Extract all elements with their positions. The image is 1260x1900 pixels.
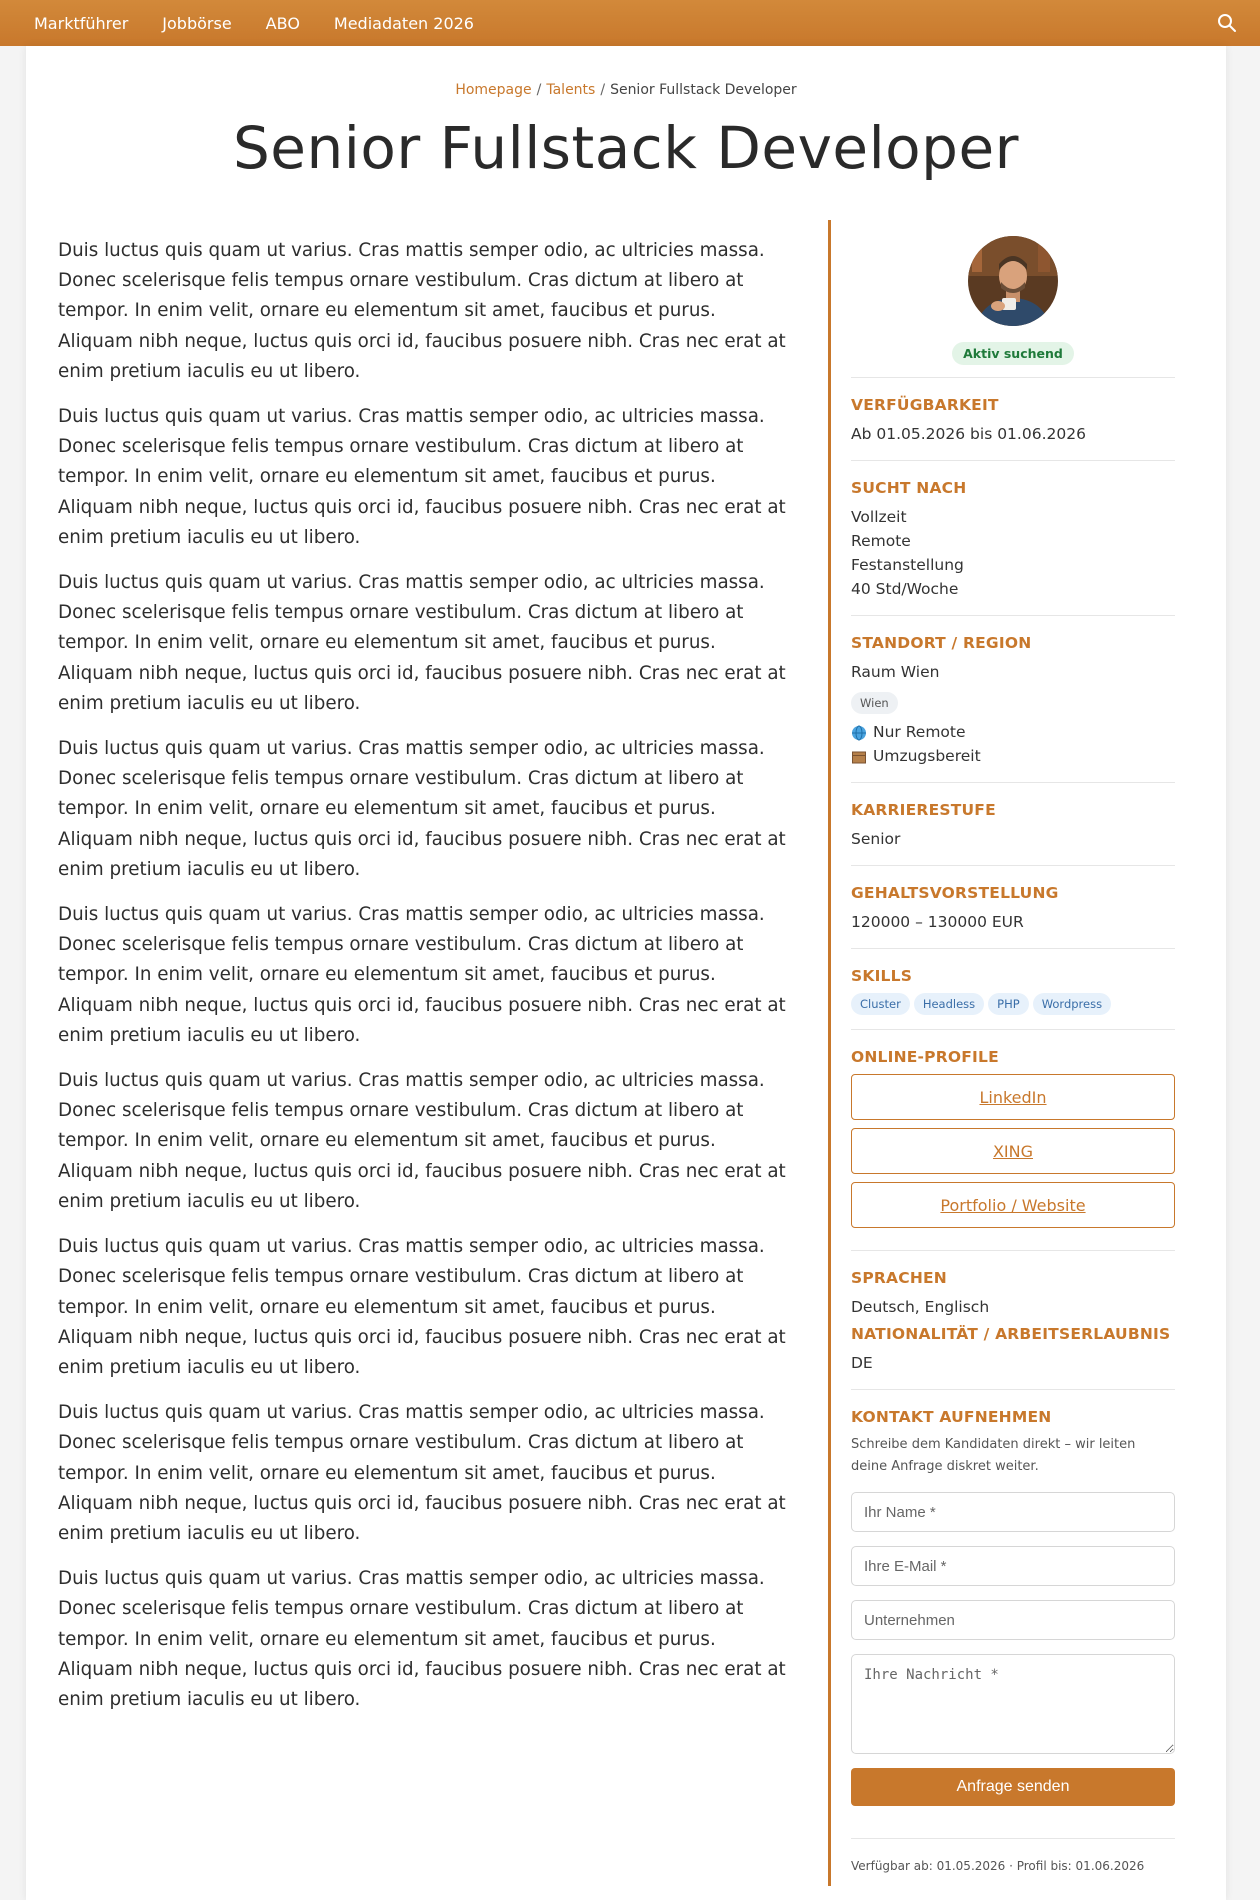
description-paragraph: Duis luctus quis quam ut varius. Cras mattis semper odio, ac ultricies massa. Donec scelerisque felis tempus ornare vestibulum. Cras dictum at libero at tempor. In enim velit, ornare eu elementum sit amet, faucibus et purus. Aliquam nibh neque, luctus quis orci id, faucibus posuere nibh. Cras nec erat at enim pretium iaculis eu ut libero. bbox=[58, 406, 786, 548]
page-title: Senior Fullstack Developer bbox=[232, 114, 1020, 182]
availability-footer-note: Verfügbar ab: 01.05.2026 · Profil bis: 01.06.2026 bbox=[851, 1838, 1175, 1873]
looking-for-item: Vollzeit bbox=[851, 508, 907, 526]
remote-line bbox=[851, 720, 1175, 744]
contact-section bbox=[851, 1389, 1175, 1887]
nav-item-marktfuehrer[interactable]: Marktführer bbox=[34, 13, 129, 33]
sidebar-divider bbox=[828, 220, 831, 1886]
salary-value: 120000 – 130000 EUR bbox=[851, 913, 1024, 931]
section-heading: VERFÜGBARKEIT bbox=[851, 396, 999, 414]
description-paragraph: Duis luctus quis quam ut varius. Cras mattis semper odio, ac ultricies massa. Donec scelerisque felis tempus ornare vestibulum. Cras dictum at libero at tempor. In enim velit, ornare eu elementum sit amet, faucibus et purus. Aliquam nibh neque, luctus quis orci id, faucibus posuere nibh. Cras nec erat at enim pretium iaculis eu ut libero. bbox=[58, 738, 786, 880]
section-heading: SUCHT NACH bbox=[851, 479, 967, 497]
description-paragraph: Duis luctus quis quam ut varius. Cras mattis semper odio, ac ultricies massa. Donec scelerisque felis tempus ornare vestibulum. Cras dictum at libero at tempor. In enim velit, ornare eu elementum sit amet, faucibus et purus. Aliquam nibh neque, luctus quis orci id, faucibus posuere nibh. Cras nec erat at enim pretium iaculis eu ut libero. bbox=[58, 572, 786, 714]
xing-button[interactable]: XING bbox=[851, 1128, 1175, 1174]
breadcrumb bbox=[26, 82, 1226, 98]
section-heading: NATIONALITÄT / ARBEITSERLAUBNIS bbox=[851, 1325, 1171, 1343]
career-value: Senior bbox=[851, 830, 901, 848]
portfolio-button[interactable]: Portfolio / Website bbox=[851, 1182, 1175, 1228]
breadcrumb-separator: / bbox=[600, 82, 606, 98]
skill-tag: Cluster bbox=[851, 993, 910, 1015]
breadcrumb-home[interactable]: Homepage bbox=[455, 82, 532, 98]
description-paragraph: Duis luctus quis quam ut varius. Cras mattis semper odio, ac ultricies massa. Donec scelerisque felis tempus ornare vestibulum. Cras dictum at libero at tempor. In enim velit, ornare eu elementum sit amet, faucibus et purus. Aliquam nibh neque, luctus quis orci id, faucibus posuere nibh. Cras nec erat at enim pretium iaculis eu ut libero. bbox=[58, 1568, 786, 1710]
nav-item-abo[interactable]: ABO bbox=[265, 13, 300, 33]
section-heading: GEHALTSVORSTELLUNG bbox=[851, 884, 1059, 902]
looking-for-item: Festanstellung bbox=[851, 556, 964, 574]
nationality-value: DE bbox=[851, 1354, 873, 1372]
skills-section bbox=[851, 948, 1175, 1029]
remote-label: Nur Remote bbox=[873, 723, 966, 741]
skill-tag: Wordpress bbox=[1033, 993, 1111, 1015]
section-heading: KARRIERESTUFE bbox=[851, 801, 996, 819]
linkedin-button[interactable]: LinkedIn bbox=[851, 1074, 1175, 1120]
skill-tag: Headless bbox=[914, 993, 984, 1015]
profile-description bbox=[58, 236, 788, 1730]
breadcrumb-current: Senior Fullstack Developer bbox=[610, 82, 797, 98]
breadcrumb-talents[interactable]: Talents bbox=[546, 82, 596, 98]
section-heading: SPRACHEN bbox=[851, 1269, 947, 1287]
send-request-button[interactable]: Anfrage senden bbox=[851, 1768, 1175, 1806]
skill-tag: PHP bbox=[988, 993, 1029, 1015]
relocate-label: Umzugsbereit bbox=[873, 747, 981, 765]
breadcrumb-separator: / bbox=[536, 82, 542, 98]
top-navigation bbox=[0, 0, 1260, 46]
description-paragraph: Duis luctus quis quam ut varius. Cras mattis semper odio, ac ultricies massa. Donec scelerisque felis tempus ornare vestibulum. Cras dictum at libero at tempor. In enim velit, ornare eu elementum sit amet, faucibus et purus. Aliquam nibh neque, luctus quis orci id, faucibus posuere nibh. Cras nec erat at enim pretium iaculis eu ut libero. bbox=[58, 904, 786, 1046]
salary-section bbox=[851, 865, 1175, 948]
location-section bbox=[851, 615, 1175, 782]
online-profiles-section bbox=[851, 1029, 1175, 1250]
availability-section bbox=[851, 377, 1175, 460]
box-icon bbox=[851, 748, 867, 764]
location-tag: Wien bbox=[851, 692, 898, 714]
description-paragraph: Duis luctus quis quam ut varius. Cras mattis semper odio, ac ultricies massa. Donec scelerisque felis tempus ornare vestibulum. Cras dictum at libero at tempor. In enim velit, ornare eu elementum sit amet, faucibus et purus. Aliquam nibh neque, luctus quis orci id, faucibus posuere nibh. Cras nec erat at enim pretium iaculis eu ut libero. bbox=[58, 1236, 786, 1378]
email-field[interactable] bbox=[851, 1546, 1175, 1586]
languages-value: Deutsch, Englisch bbox=[851, 1298, 990, 1316]
looking-for-section bbox=[851, 460, 1175, 615]
description-paragraph: Duis luctus quis quam ut varius. Cras mattis semper odio, ac ultricies massa. Donec scelerisque felis tempus ornare vestibulum. Cras dictum at libero at tempor. In enim velit, ornare eu elementum sit amet, faucibus et purus. Aliquam nibh neque, luctus quis orci id, faucibus posuere nibh. Cras nec erat at enim pretium iaculis eu ut libero. bbox=[58, 1402, 786, 1544]
search-icon[interactable] bbox=[1216, 12, 1238, 34]
message-field[interactable] bbox=[851, 1654, 1175, 1754]
looking-for-item: Remote bbox=[851, 532, 911, 550]
profile-sidebar bbox=[851, 222, 1175, 1887]
name-field[interactable] bbox=[851, 1492, 1175, 1532]
relocate-line bbox=[851, 744, 1175, 768]
nav-item-jobboerse[interactable]: Jobbörse bbox=[162, 13, 232, 33]
avatar bbox=[968, 236, 1058, 326]
looking-for-item: 40 Std/Woche bbox=[851, 580, 959, 598]
contact-description: Schreibe dem Kandidaten direkt – wir leiten deine Anfrage diskret weiter. bbox=[851, 1437, 1136, 1474]
languages-section bbox=[851, 1250, 1175, 1389]
section-heading: SKILLS bbox=[851, 967, 913, 985]
section-heading: STANDORT / REGION bbox=[851, 634, 1032, 652]
section-heading: ONLINE-PROFILE bbox=[851, 1048, 999, 1066]
avatar-wrapper bbox=[851, 236, 1175, 326]
company-field[interactable] bbox=[851, 1600, 1175, 1640]
section-heading: KONTAKT AUFNEHMEN bbox=[851, 1408, 1052, 1426]
page-container bbox=[26, 46, 1226, 1900]
career-section bbox=[851, 782, 1175, 865]
description-paragraph: Duis luctus quis quam ut varius. Cras mattis semper odio, ac ultricies massa. Donec scelerisque felis tempus ornare vestibulum. Cras dictum at libero at tempor. In enim velit, ornare eu elementum sit amet, faucibus et purus. Aliquam nibh neque, luctus quis orci id, faucibus posuere nibh. Cras nec erat at enim pretium iaculis eu ut libero. bbox=[58, 1070, 786, 1212]
globe-icon bbox=[851, 724, 867, 740]
region-value: Raum Wien bbox=[851, 663, 940, 681]
nav-item-mediadaten[interactable]: Mediadaten 2026 bbox=[333, 13, 474, 33]
availability-value: Ab 01.05.2026 bis 01.06.2026 bbox=[851, 425, 1086, 443]
description-paragraph: Duis luctus quis quam ut varius. Cras mattis semper odio, ac ultricies massa. Donec scelerisque felis tempus ornare vestibulum. Cras dictum at libero at tempor. In enim velit, ornare eu elementum sit amet, faucibus et purus. Aliquam nibh neque, luctus quis orci id, faucibus posuere nibh. Cras nec erat at enim pretium iaculis eu ut libero. bbox=[58, 240, 786, 382]
status-badge: Aktiv suchend bbox=[952, 342, 1074, 365]
